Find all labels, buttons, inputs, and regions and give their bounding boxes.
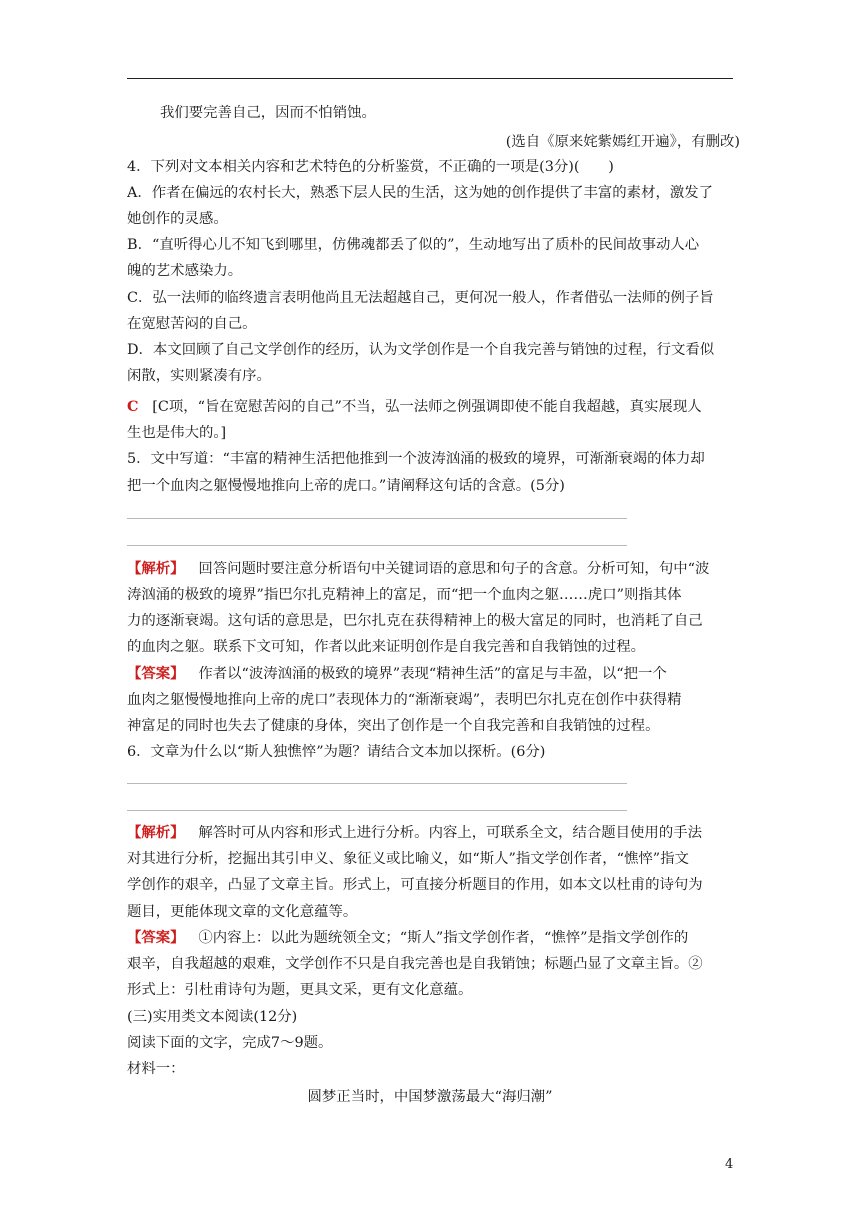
analysis-tag: 【解析】	[127, 824, 185, 841]
answer-blank-line	[127, 545, 627, 546]
question-5-stem-1: 5．文中写道：“丰富的精神生活把他推到一个波涛汹涌的极致的境界，可渐渐衰竭的体力却	[127, 451, 705, 467]
option-d-line2: 闲散，实则紧凑有序。	[127, 368, 271, 384]
option-b-line2: 魄的艺术感染力。	[127, 263, 243, 279]
material-label: 材料一：	[127, 1061, 185, 1077]
q6-analysis-line3: 学创作的艰辛，凸显了文章主旨。形式上，可直接分析题目的作用，如本文以杜甫的诗句为	[127, 877, 703, 893]
option-a-line2: 她创作的灵感。	[127, 211, 228, 227]
q5-answer-line1	[127, 665, 737, 683]
option-b-line1: B．“直听得心儿不知飞到哪里，仿佛魂都丢了似的”，生动地写出了质朴的民间故事动人心	[127, 237, 700, 253]
analysis-tag: 【解析】	[127, 560, 185, 577]
q6-answer-line1	[127, 929, 737, 947]
page-number: 4	[725, 1157, 734, 1172]
answer-tag: 【答案】	[127, 665, 185, 682]
q6-answer-line2: 艰辛，自我超越的艰难，文学创作不只是自我完善也是自我销蚀；标题凸显了文章主旨。②	[127, 956, 703, 972]
q6-analysis-line1	[127, 824, 737, 842]
reading-instruction: 阅读下面的文字，完成7～9题。	[127, 1035, 333, 1051]
question-4-stem: 4．下列对文本相关内容和艺术特色的分析鉴赏，不正确的一项是(3分)( )	[127, 159, 614, 175]
answer-blank-line	[127, 810, 627, 811]
q5-analysis-line2: 涛汹涌的极致的境界”指巴尔扎克精神上的富足，而“把一个血肉之躯……虎口”则指其体	[127, 587, 682, 603]
source-citation: (选自《原来姹紫嫣红开遍》，有删改)	[505, 134, 740, 150]
header-rule	[127, 78, 733, 79]
section-heading: (三)实用类文本阅读(12分)	[127, 1009, 298, 1025]
answer-blank-line	[127, 518, 627, 519]
q5-answer-line3: 神富足的同时也失去了健康的身体，突出了创作是一个自我完善和自我销蚀的过程。	[127, 718, 660, 734]
analysis-text: 解答时可从内容和形式上进行分析。内容上，可联系全文，结合题目使用的手法	[198, 825, 702, 841]
question-6-stem: 6．文章为什么以“斯人独憔悴”为题？请结合文本加以探析。(6分)	[127, 744, 546, 760]
answer-letter: C	[127, 398, 139, 415]
analysis-text: 回答问题时要注意分析语句中关键词语的意思和句子的含意。分析可知，句中“波	[198, 561, 710, 577]
q5-analysis-line3: 力的逐渐衰竭。这句话的意思是，巴尔扎克在获得精神上的极大富足的同时，也消耗了自己	[127, 613, 703, 629]
question-4-answer	[127, 398, 737, 416]
material-title: 圆梦正当时，中国梦激荡最大“海归潮”	[307, 1089, 553, 1105]
answer-text: ①内容上：以此为题统领全文；“斯人”指文学创作者，“憔悴”是指文学创作的	[198, 930, 689, 946]
q6-analysis-line4: 题目，更能体现文章的文化意蕴等。	[127, 904, 358, 920]
question-5-stem-2: 把一个血肉之躯慢慢地推向上帝的虎口。”请阐释这句话的含意。(5分)	[127, 478, 565, 494]
option-d-line1: D．本文回顾了自己文学创作的经历，认为文学创作是一个自我完善与销蚀的过程，行文看似	[127, 342, 715, 358]
passage-last-line: 我们要完善自己，因而不怕销蚀。	[160, 105, 376, 121]
q5-analysis-line4: 的血肉之躯。联系下文可知，作者以此来证明创作是自我完善和自我销蚀的过程。	[127, 639, 646, 655]
option-c-line2: 在宽慰苦闷的自己。	[127, 316, 257, 332]
q6-answer-line3: 形式上：引杜甫诗句为题，更具文采，更有文化意蕴。	[127, 982, 473, 998]
answer-blank-line	[127, 783, 627, 784]
q6-analysis-line2: 对其进行分析，挖掘出其引申义、象征义或比喻义，如“斯人”指文学创作者，“憔悴”指文	[127, 851, 689, 867]
q5-analysis-line1	[127, 560, 737, 578]
answer-text: 作者以“波涛汹涌的极致的境界”表现“精神生活”的富足与丰盈，以“把一个	[198, 666, 667, 682]
option-c-line1: C．弘一法师的临终遗言表明他尚且无法超越自己，更何况一般人，作者借弘一法师的例子旨	[127, 290, 714, 306]
answer-explanation-1: [C项，“旨在宽慰苦闷的自己”不当，弘一法师之例强调即使不能自我超越，真实展现人	[152, 399, 702, 415]
answer-tag: 【答案】	[127, 929, 185, 946]
answer-explanation-2: 生也是伟大的。]	[127, 425, 227, 441]
q5-answer-line2: 血肉之躯慢慢地推向上帝的虎口”表现体力的“渐渐衰竭”，表明巴尔扎克在创作中获得精	[127, 692, 682, 708]
option-a-line1: A．作者在偏远的农村长大，熟悉下层人民的生活，这为她的创作提供了丰富的素材，激发了	[127, 185, 714, 201]
